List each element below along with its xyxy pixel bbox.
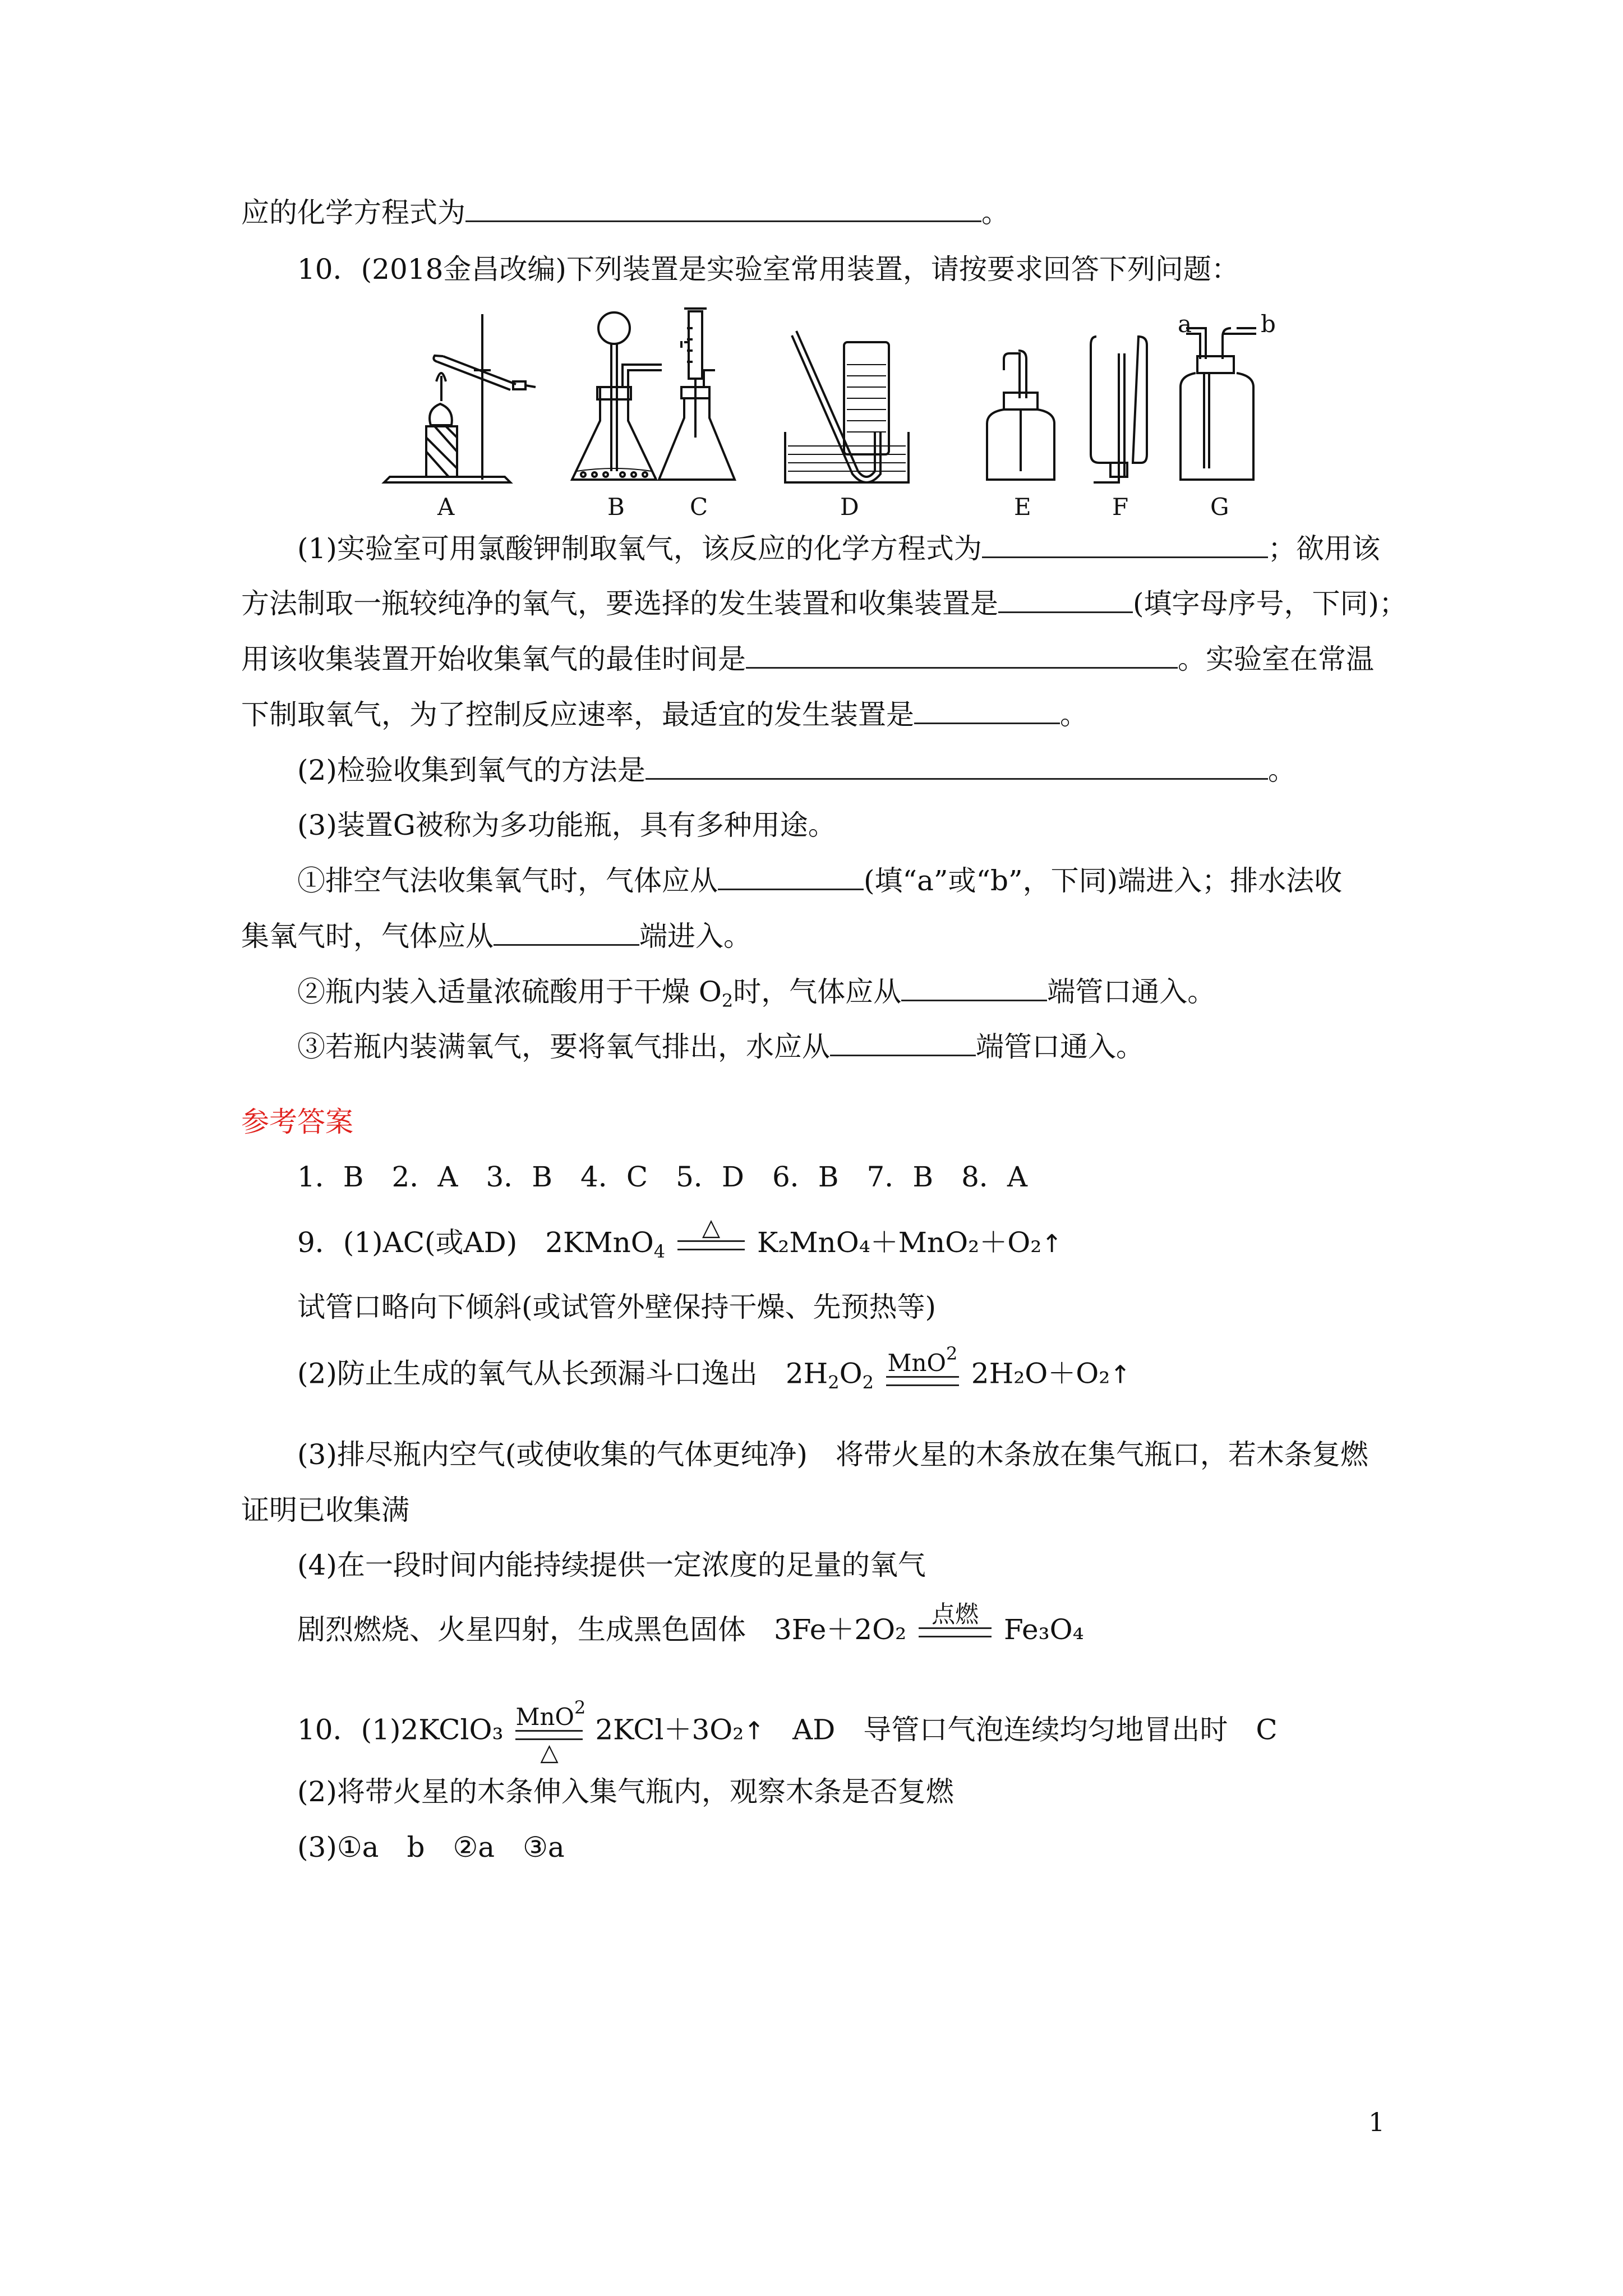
answer-10-3: (3)①a b ②a ③a	[297, 1831, 565, 1864]
q10-p1-line3	[241, 641, 1374, 678]
answer-9-2	[297, 1343, 1131, 1401]
reaction-condition-heat	[677, 1214, 745, 1250]
a10-1-tail: AD 导管口气泡连续均匀地冒出时 C	[764, 1713, 1278, 1746]
answer-9-1	[297, 1213, 1063, 1270]
blank-port	[494, 919, 639, 946]
apparatus-e	[987, 351, 1054, 480]
q10-p2-end: 。	[1267, 754, 1296, 786]
blank-port	[901, 975, 1047, 1001]
equals-bars	[919, 1627, 992, 1637]
q10-p3-3-text: ③若瓶内装满氧气，要将氧气排出，水应从	[297, 1030, 830, 1063]
apparatus-g	[1181, 328, 1256, 480]
reaction-condition-catalyst-heat	[515, 1695, 586, 1766]
apparatus-d	[785, 331, 909, 482]
q10-p3-1-line1	[297, 862, 1342, 899]
q10-p1-text3: 用该收集装置开始收集氧气的最佳时间是	[241, 643, 746, 675]
q10-p1-text1b: ；欲用该	[1267, 532, 1380, 565]
q10-p1-line4	[241, 696, 1088, 733]
apparatus-b	[572, 312, 662, 480]
answers-heading: 参考答案	[241, 1106, 353, 1138]
q10-p3-2	[297, 973, 1215, 1019]
q10-p3-1-line2	[241, 918, 751, 955]
reaction-condition-catalyst	[886, 1341, 959, 1386]
blank-equation	[465, 196, 981, 222]
q10-p3-1-text2b: 端进入。	[639, 920, 751, 953]
port-a-label: a	[1178, 310, 1192, 338]
q10-p1-text2: 方法制取一瓶较纯净的氧气，要选择的发生装置和收集装置是	[241, 587, 998, 620]
q10-p3: (3)装置G被称为多功能瓶，具有多种用途。	[297, 809, 836, 841]
q10-p3-3-textb: 端管口通入。	[976, 1030, 1144, 1063]
q10-p2-text: (2)检验收集到氧气的方法是	[297, 754, 645, 786]
q10-title: 10．(2018金昌改编)下列装置是实验室常用装置，请按要求回答下列问题：	[297, 253, 1239, 286]
q10-p3-1-textb: (填“a”或“b”，下同)端进入；排水法收	[864, 864, 1343, 897]
equals-bars	[677, 1240, 745, 1250]
heat-symbol: △	[702, 1213, 721, 1241]
answer-10-2: (2)将带火星的木条伸入集气瓶内，观察木条是否复燃	[297, 1775, 954, 1808]
apparatus-label-b: B	[607, 493, 625, 521]
gas-arrow-icon: ↑	[744, 1717, 765, 1746]
catalyst-sup: 2	[574, 1697, 586, 1718]
prev-text: 应的化学方程式为	[241, 196, 465, 229]
blank-equation	[982, 532, 1268, 558]
apparatus-figure	[370, 303, 1324, 522]
answer-9-1-note: 试管口略向下倾斜(或试管外壁保持干燥、先预热等)	[297, 1291, 937, 1323]
gas-arrow-icon: ↑	[1110, 1360, 1131, 1389]
apparatus-c	[659, 309, 735, 480]
blank-method	[645, 753, 1268, 780]
a9-5-products: Fe₃O₄	[1004, 1613, 1084, 1646]
equals-bars	[886, 1376, 959, 1386]
q10-p3-2-text: ②瓶内装入适量浓硫酸用于干燥 O	[297, 976, 722, 1008]
a9-5-prefix: 剧烈燃烧、火星四射，生成黑色固体 3Fe＋2O₂	[297, 1613, 907, 1646]
ignite-text: 点燃	[932, 1600, 979, 1628]
catalyst-sup: 2	[946, 1343, 958, 1364]
a10-1-products: 2KCl＋3O₂	[595, 1713, 744, 1746]
q10-p1-line2	[241, 585, 1407, 622]
answer-9-5	[297, 1600, 1084, 1650]
a9-2-o: O	[839, 1357, 863, 1390]
apparatus-label-c: C	[690, 493, 708, 521]
q10-p3-2-textc: 端管口通入。	[1047, 976, 1216, 1008]
apparatus-label-a: A	[437, 493, 455, 521]
answer-10-1	[297, 1697, 1278, 1767]
q10-p1-text2b: (填字母序号，下同)；	[1133, 587, 1408, 620]
q10-p3-1-text2: 集氧气时，气体应从	[241, 920, 494, 953]
a9-2-products: 2H₂O＋O₂	[971, 1357, 1110, 1390]
q10-p1-text1: (1)实验室可用氯酸钾制取氧气，该反应的化学方程式为	[297, 532, 982, 565]
a9-1-products: K₂MnO₄＋MnO₂＋O₂	[757, 1226, 1042, 1259]
reaction-condition-ignite	[919, 1602, 992, 1637]
catalyst-text: MnO	[515, 1703, 574, 1731]
a9-2-o-sub: 2	[862, 1372, 874, 1393]
catalyst-text: MnO	[887, 1349, 946, 1377]
q10-p3-1-text: ①排空气法收集氧气时，气体应从	[297, 864, 718, 897]
answers-mc: 1．B 2．A 3．B 4．C 5．D 6．B 7．B 8．A	[297, 1161, 1028, 1193]
q10-p1-text4: 下制取氧气，为了控制反应速率，最适宜的发生装置是	[241, 698, 914, 731]
apparatus-label-e: E	[1014, 493, 1031, 521]
q10-p2	[297, 752, 1296, 789]
a9-1-prefix: 9．(1)AC(或AD) 2KMnO	[297, 1226, 654, 1259]
q10-p3-2-textb: 时，气体应从	[733, 976, 902, 1008]
q10-p1-line1	[297, 530, 1380, 567]
o2-subscript: 2	[721, 990, 734, 1011]
q10-p3-3	[297, 1028, 1144, 1065]
page-number: 1	[1368, 2107, 1385, 2137]
apparatus-a	[384, 314, 536, 482]
a9-2-prefix: (2)防止生成的氧气从长颈漏斗口逸出 2H	[297, 1357, 828, 1390]
q10-p1-text3b: 。实验室在常温	[1178, 643, 1374, 675]
apparatus-label-d: D	[840, 493, 859, 521]
blank-apparatus	[998, 587, 1133, 613]
blank-port	[718, 864, 864, 890]
blank-time	[746, 642, 1178, 669]
a9-1-sub: 4	[653, 1241, 666, 1262]
apparatus-f	[1091, 337, 1147, 482]
gas-arrow-icon: ↑	[1041, 1230, 1063, 1258]
answer-9-4: (4)在一段时间内能持续提供一定浓度的足量的氧气	[297, 1549, 926, 1581]
answer-9-3-line2: 证明已收集满	[241, 1494, 409, 1526]
port-b-label: b	[1261, 310, 1276, 338]
prev-line	[241, 194, 1009, 231]
a10-1-prefix: 10．(1)2KClO₃	[297, 1713, 504, 1746]
prev-end: 。	[981, 196, 1009, 229]
a9-2-sub: 2	[828, 1372, 840, 1393]
answer-9-3-line1: (3)排尽瓶内空气(或使收集的气体更纯净) 将带火星的木条放在集气瓶口，若木条复燃	[297, 1438, 1368, 1471]
heat-symbol: △	[540, 1738, 559, 1766]
blank-port	[830, 1030, 976, 1056]
apparatus-label-g: G	[1210, 493, 1229, 521]
apparatus-label-f: F	[1112, 493, 1129, 521]
blank-device	[914, 698, 1060, 724]
q10-p1-text4b: 。	[1060, 698, 1088, 731]
